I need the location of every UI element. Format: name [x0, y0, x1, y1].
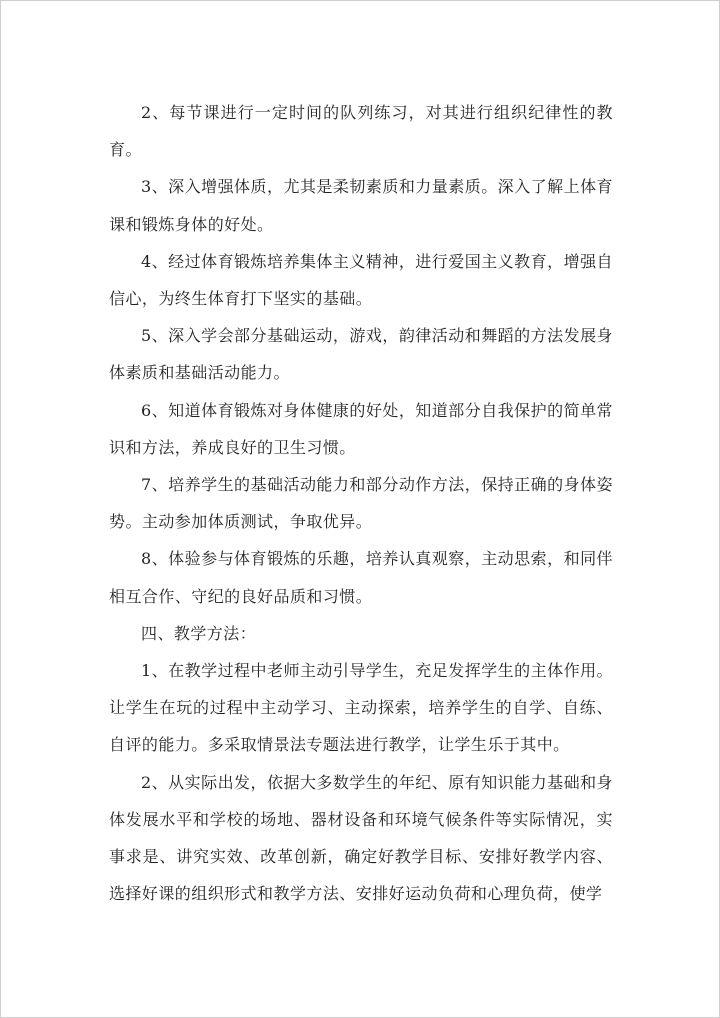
paragraph-goal-6: 6、知道体育锻炼对身体健康的好处，知道部分自我保护的简单常识和方法，养成良好的卫生习惯。: [109, 400, 613, 457]
paragraph-goal-5: 5、深入学会部分基础运动，游戏，韵律活动和舞蹈的方法发展身体素质和基础活动能力。: [109, 326, 613, 383]
section-heading-teaching-methods: 四、教学方法：: [141, 623, 257, 643]
paragraph-goal-3: 3、深入增强体质，尤其是柔韧素质和力量素质。深入了解上体育课和锻炼身体的好处。: [109, 177, 613, 234]
paragraph-goal-7: 7、培养学生的基础活动能力和部分动作方法，保持正确的身体姿势。主动参加体质测试，争取优异。: [109, 475, 613, 532]
paragraph-goal-8: 8、体验参与体育锻炼的乐趣，培养认真观察，主动思索，和同伴相互合作、守纪的良好品质和习惯。: [109, 549, 613, 606]
paragraph-method-1: 1、在教学过程中老师主动引导学生，充足发挥学生的主体作用。让学生在玩的过程中主动学习、主动探索，培养学生的自学、自练、自评的能力。多采取情景法专题法进行教学，让学生乐于其中。: [109, 661, 613, 755]
paragraph-goal-2: 2、每节课进行一定时间的队列练习，对其进行组织纪律性的教育。: [109, 103, 613, 160]
paragraph-method-2: 2、从实际出发，依据大多数学生的年纪、原有知识能力基础和身体发展水平和学校的场地、器材设备和环境气候条件等实际情况，实事求是、讲究实效、改革创新，确定好教学目标、安排好教学内容、选择好课的组织形式和教学方法、安排好运动负荷和心理负荷，使学: [109, 772, 613, 904]
document-body: [109, 94, 613, 912]
paragraph-goal-4: 4、经过体育锻炼培养集体主义精神，进行爱国主义教育，增强自信心，为终生体育打下坚实的基础。: [109, 251, 613, 309]
